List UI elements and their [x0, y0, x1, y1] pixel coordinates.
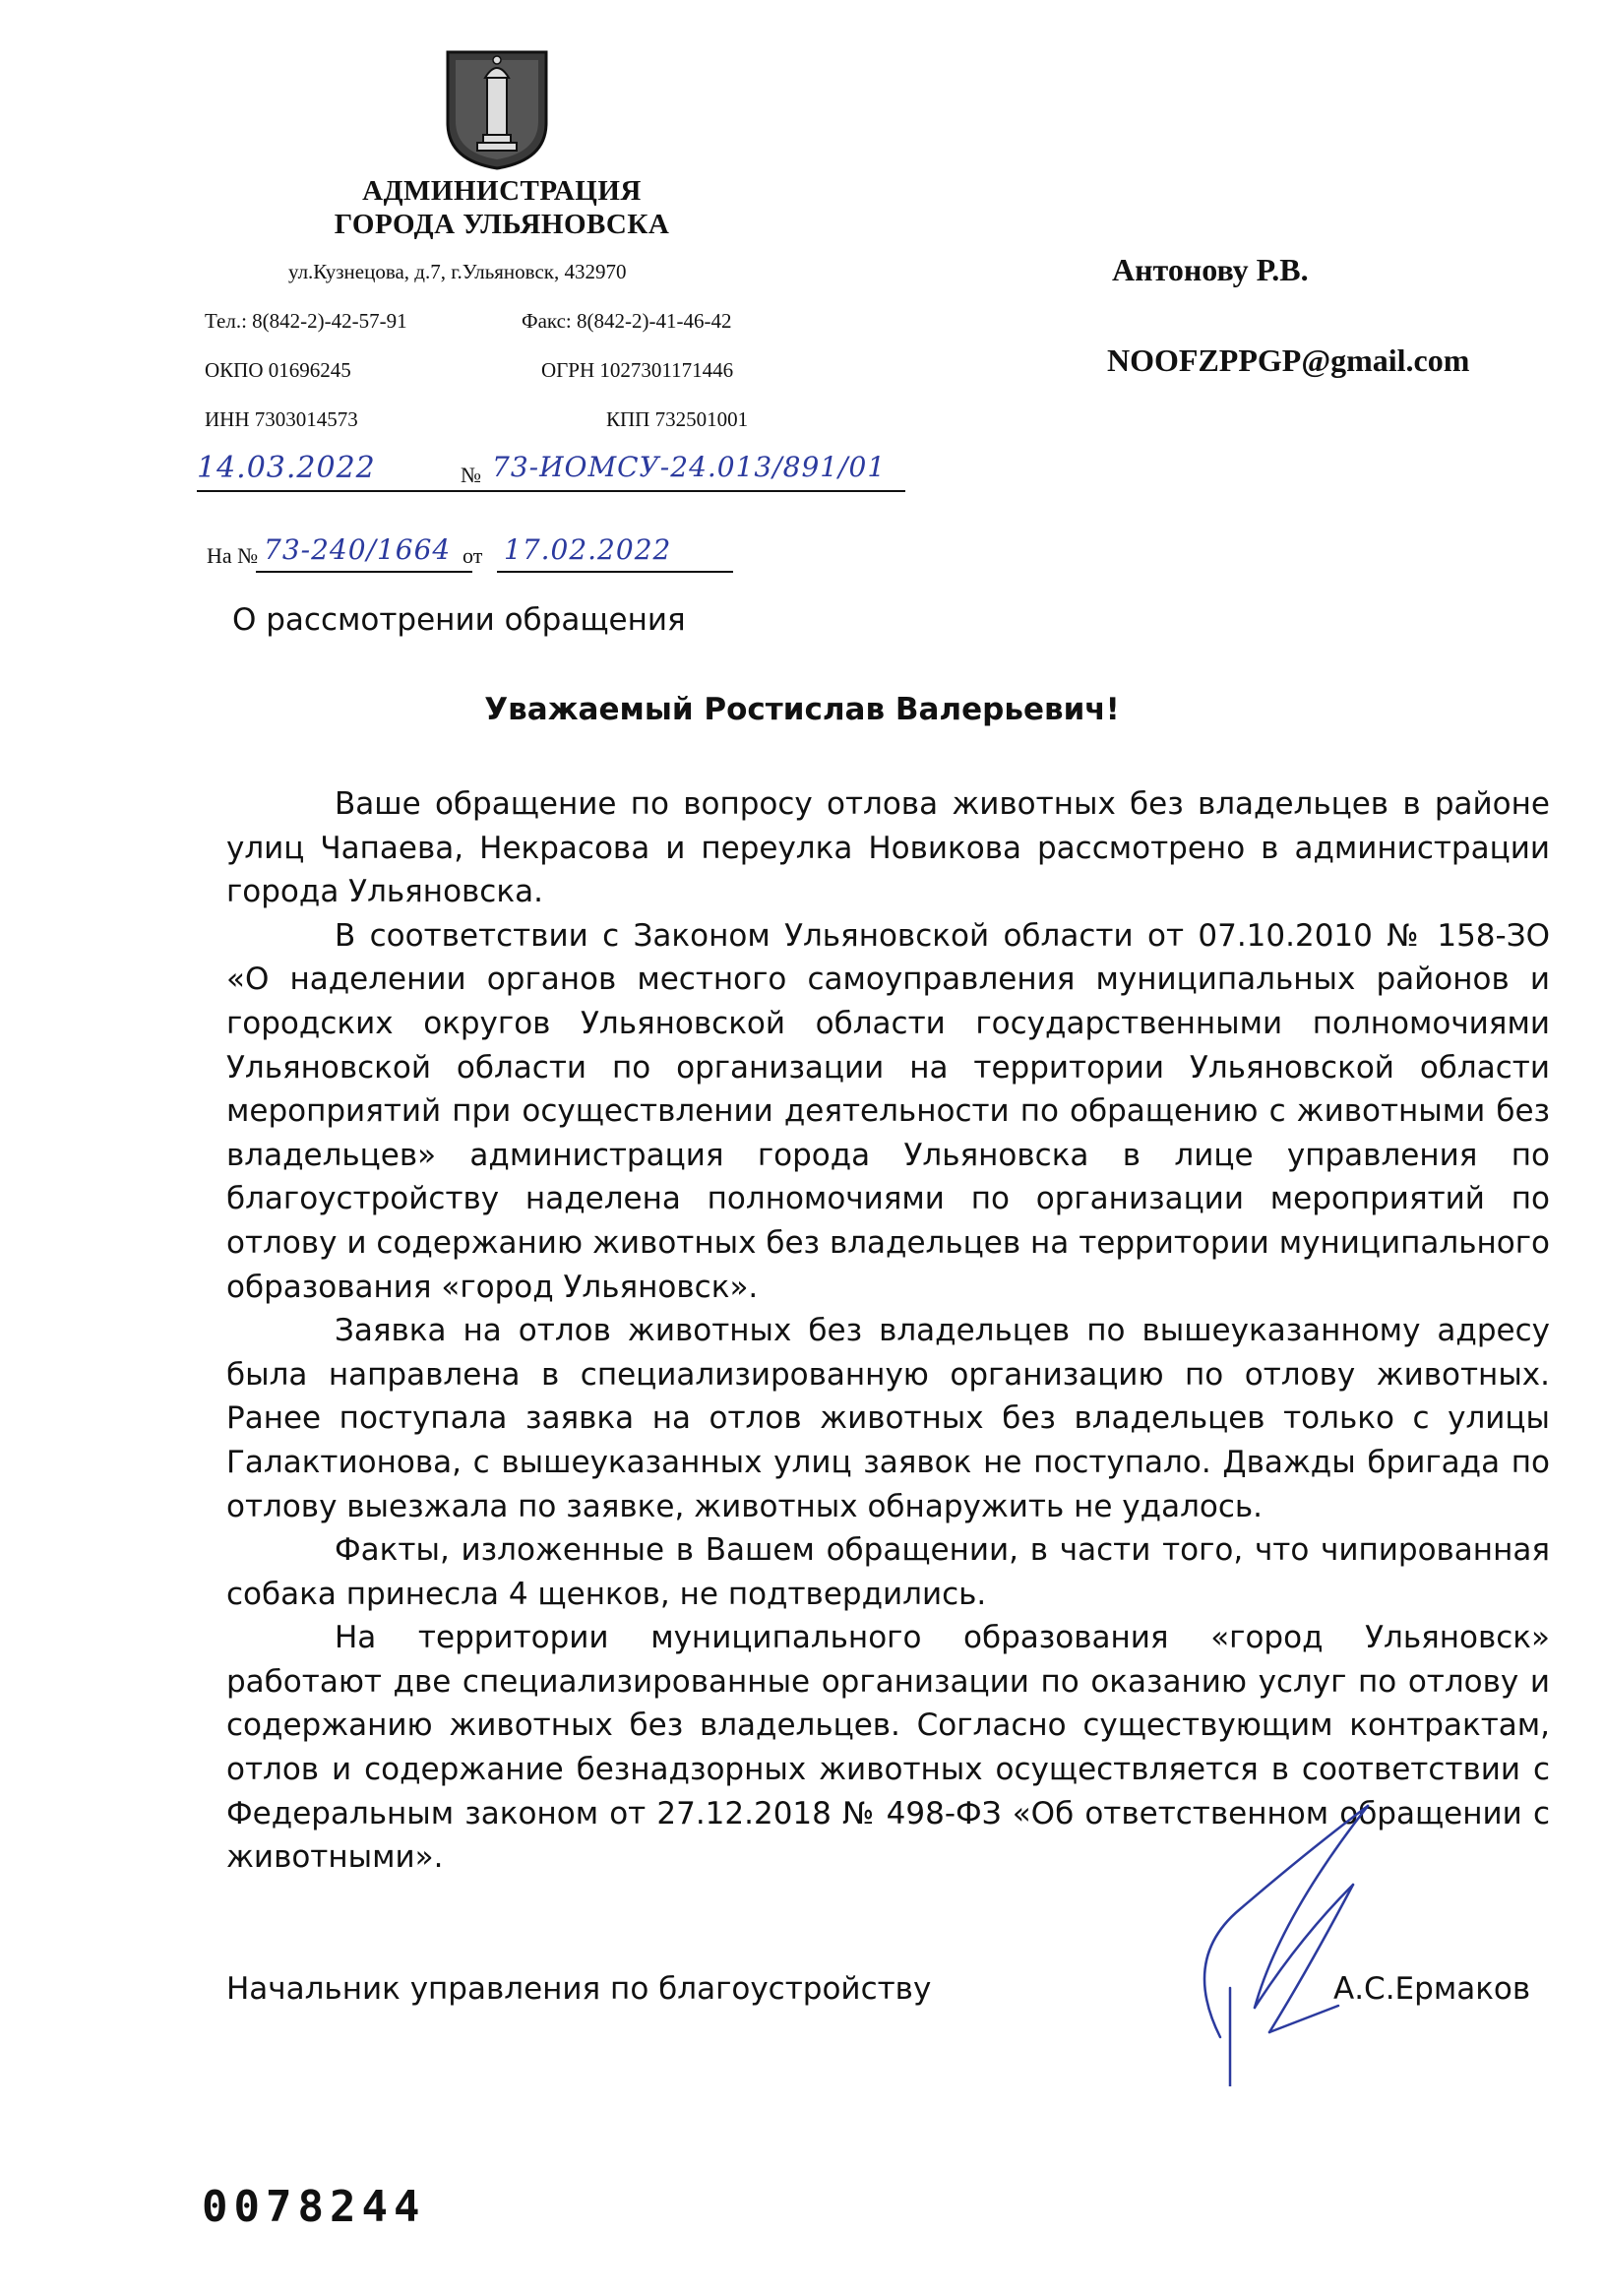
registration-underline — [197, 490, 905, 492]
org-ogrn: ОГРН 1027301171446 — [541, 358, 734, 382]
recipient-email: NOOFZPPGP@gmail.com — [1107, 342, 1470, 378]
body-paragraph: В соответствии с Законом Ульяновской области от 07.10.2010 № 158-ЗО «О наделении органов местного самоуправления муниципальных районов и городских округов Ульяновской области государственными полномочиями Ульяновской области по организации на территории Ульяновской области мероприятий при осуществлении деятельности по обращению с животными без владельцев» администрация города Ульяновска в лице управления по благоустройству наделена полномочиями по организации мероприятий по отлову и содержанию животных без владельцев на территории муниципального образования «город Ульяновск». — [226, 917, 1550, 1305]
recipient-name: Антонову Р.В. — [1112, 252, 1309, 287]
from-label: от — [463, 543, 483, 568]
letter-body — [226, 782, 1550, 1880]
letter-subject: О рассмотрении обращения — [232, 602, 686, 638]
org-phone: Тел.: 8(842-2)-42-57-91 — [205, 309, 407, 333]
reply-date-underline — [497, 571, 733, 573]
body-paragraph: Заявка на отлов животных без владельцев по вышеуказанному адресу была направлена в специализированную организацию по отлову животных. Ранее поступала заявка на отлов животных без владельцев только с улицы Галактионова, с вышеуказанных улиц заявок не поступало. Дважды бригада по отлову выезжала по заявке, животных обнаружить не удалось. — [226, 1313, 1550, 1524]
org-fax: Факс: 8(842-2)-41-46-42 — [522, 309, 732, 333]
reply-date: 17.02.2022 — [504, 533, 672, 566]
signoff-position: Начальник управления по благоустройству — [226, 1971, 932, 2007]
org-inn: ИНН 7303014573 — [205, 407, 358, 431]
salutation: Уважаемый Ростислав Валерьевич! — [484, 692, 1120, 727]
handwritten-signature — [1161, 1801, 1417, 2086]
org-name-line1: АДМИНИСТРАЦИЯ — [362, 175, 642, 207]
org-okpo: ОКПО 01696245 — [205, 358, 351, 382]
reply-number: 73-240/1664 — [264, 533, 452, 566]
org-address: ул.Кузнецова, д.7, г.Ульяновск, 432970 — [288, 260, 627, 283]
org-kpp: КПП 732501001 — [606, 407, 749, 431]
registration-number: 73-ИОМСУ-24.013/891/01 — [492, 451, 887, 483]
body-paragraph: Ваше обращение по вопросу отлова животных без владельцев в районе улиц Чапаева, Некрасова и переулка Новикова рассмотрено в администрации города Ульяновска. — [226, 786, 1550, 910]
org-name-line2: ГОРОДА УЛЬЯНОВСКА — [334, 209, 670, 240]
form-number: 0078244 — [202, 2182, 426, 2232]
body-paragraph: На территории муниципального образования «город Ульяновск» работают две специализированные организации по оказанию услуг по отлову и содержанию животных без владельцев. Согласно существующим контрактам, отлов и содержание безнадзорных животных осуществляется в соответствии с Федеральным законом от 27.12.2018 № 498-ФЗ «Об ответственном обращении с животными». — [226, 1620, 1550, 1876]
registration-number-label: № — [461, 463, 481, 487]
registration-date: 14.03.2022 — [197, 451, 376, 485]
reply-number-underline — [256, 571, 472, 573]
reply-label: На № — [207, 543, 259, 568]
coat-of-arms-emblem — [438, 44, 556, 172]
body-paragraph: Факты, изложенные в Вашем обращении, в части того, что чипированная собака принесла 4 щенков, не подтвердились. — [226, 1532, 1550, 1612]
signoff-name: А.С.Ермаков — [1333, 1971, 1531, 2007]
